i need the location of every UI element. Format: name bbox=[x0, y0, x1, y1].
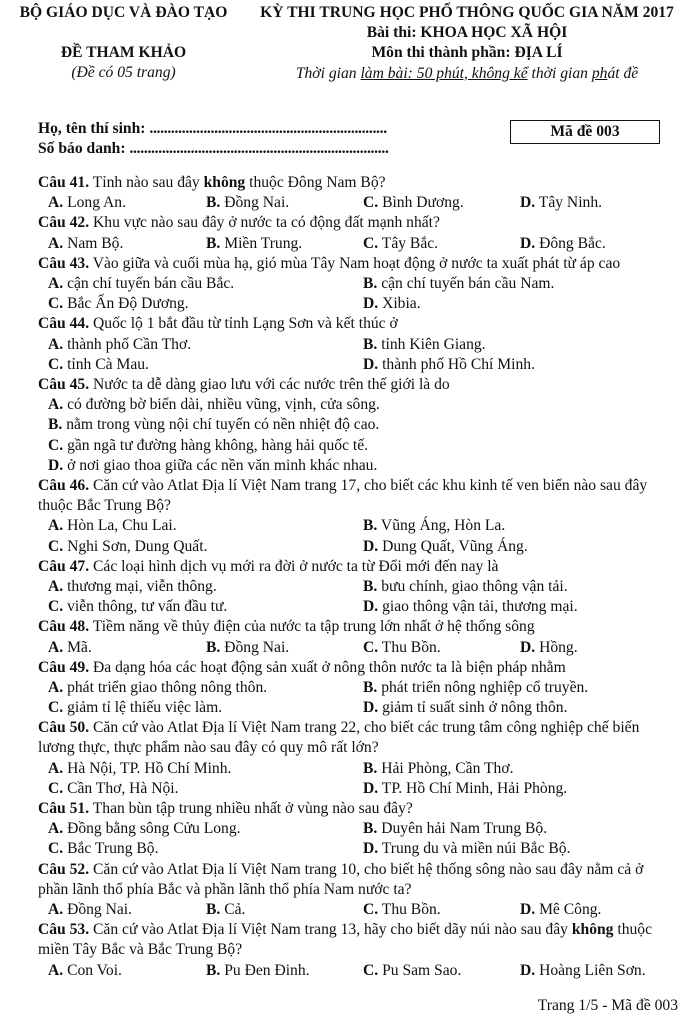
options-row bbox=[38, 779, 668, 799]
option-text: thương mại, viễn thông. bbox=[63, 577, 217, 595]
option-letter: C. bbox=[48, 355, 64, 373]
option-text: Con Voi. bbox=[63, 961, 122, 979]
option-letter: D. bbox=[520, 901, 536, 919]
answer-option bbox=[48, 274, 234, 294]
option-text: Mã. bbox=[63, 638, 92, 656]
option-text: nằm trong vùng nội chí tuyến có nền nhiệt độ cao. bbox=[62, 416, 380, 434]
option-text: Bình Dương. bbox=[378, 194, 464, 212]
question-text: Vào giữa và cuối mùa hạ, gió mùa Tây Nam hoạt động ở nước ta xuất phát từ áp cao bbox=[89, 254, 621, 272]
question-list bbox=[38, 173, 668, 981]
option-text: Nam Bộ. bbox=[63, 234, 124, 252]
options-row bbox=[38, 234, 668, 254]
options-row bbox=[38, 638, 668, 658]
question-stem bbox=[38, 173, 668, 193]
question-number: Câu 49. bbox=[38, 658, 90, 676]
option-letter: A. bbox=[48, 234, 64, 252]
question-number: Câu 52. bbox=[38, 860, 90, 878]
option-letter: D. bbox=[363, 598, 379, 616]
option-letter: C. bbox=[48, 537, 64, 555]
question-item bbox=[38, 860, 668, 921]
option-letter: A. bbox=[48, 194, 64, 212]
question-item bbox=[38, 173, 668, 213]
answer-option bbox=[363, 638, 441, 658]
option-text: Bắc Trung Bộ. bbox=[63, 840, 159, 858]
question-text: Căn cứ vào Atlat Địa lí Việt Nam trang 10, cho biết hệ thống sông nào sau đây nằm cả ở phần lãnh thổ phía Bắc và phần lãnh thổ phía Nam nước ta? bbox=[38, 860, 644, 898]
option-text: gần ngã tư đường hàng không, hàng hải quốc tế. bbox=[63, 436, 369, 454]
option-letter: B. bbox=[363, 577, 378, 595]
options-column bbox=[38, 395, 668, 476]
option-letter: D. bbox=[48, 456, 64, 474]
answer-option bbox=[363, 597, 578, 617]
answer-option bbox=[48, 577, 217, 597]
answer-option bbox=[48, 900, 132, 920]
option-letter: A. bbox=[48, 961, 64, 979]
answer-option bbox=[206, 961, 310, 981]
option-text: Trung du và miền núi Bắc Bộ. bbox=[378, 840, 571, 858]
option-text: cận chí tuyến bán cầu Bắc. bbox=[63, 274, 235, 292]
answer-option bbox=[48, 779, 179, 799]
question-text: thuộc Đông Nam Bộ? bbox=[245, 174, 386, 191]
answer-option bbox=[520, 193, 602, 213]
question-number: Câu 51. bbox=[38, 800, 90, 818]
answer-option bbox=[206, 193, 289, 213]
options-row bbox=[38, 193, 668, 213]
option-text: ở nơi giao thoa giữa các nền văn minh khác nhau. bbox=[63, 456, 378, 474]
answer-option bbox=[520, 900, 601, 920]
option-letter: C. bbox=[363, 194, 379, 212]
answer-option bbox=[363, 335, 486, 355]
question-stem bbox=[38, 658, 668, 678]
candidate-id-line bbox=[38, 139, 389, 159]
question-item bbox=[38, 557, 668, 618]
question-item bbox=[38, 658, 668, 719]
answer-option bbox=[363, 961, 461, 981]
answer-option bbox=[363, 193, 464, 213]
option-text: Đồng Nai. bbox=[220, 194, 290, 212]
option-letter: A. bbox=[48, 638, 64, 656]
option-letter: D. bbox=[520, 638, 536, 656]
answer-option bbox=[48, 436, 668, 456]
options-row bbox=[38, 335, 668, 355]
answer-option bbox=[48, 234, 123, 254]
candidate-info bbox=[38, 119, 389, 159]
question-stem bbox=[38, 617, 668, 637]
answer-option bbox=[363, 294, 421, 314]
option-letter: B. bbox=[363, 517, 378, 535]
exam-title: KỲ THI TRUNG HỌC PHỔ THÔNG QUỐC GIA NĂM 2017 bbox=[260, 4, 674, 21]
answer-option bbox=[48, 294, 189, 314]
question-number: Câu 45. bbox=[38, 375, 90, 393]
option-letter: D. bbox=[363, 355, 379, 373]
question-text: Đa dạng hóa các hoạt động sản xuất ở nông thôn nước ta là biện pháp nhằm bbox=[89, 658, 566, 676]
option-text: Hoàng Liên Sơn. bbox=[535, 961, 646, 979]
option-letter: C. bbox=[48, 598, 64, 616]
answer-option bbox=[48, 516, 177, 536]
option-text: giao thông vận tải, thương mại. bbox=[378, 598, 578, 616]
answer-option bbox=[48, 456, 668, 476]
answer-option bbox=[48, 819, 241, 839]
page-footer: Trang 1/5 - Mã đề 003 bbox=[537, 997, 678, 1014]
exam-kind: ĐỀ THAM KHẢO bbox=[60, 44, 187, 62]
pages-note: (Đề có 05 trang) bbox=[71, 64, 176, 82]
option-letter: B. bbox=[363, 759, 378, 777]
question-number: Câu 42. bbox=[38, 214, 90, 232]
question-item bbox=[38, 799, 668, 860]
answer-option bbox=[48, 335, 191, 355]
candidate-id-field: ........................................................................ bbox=[129, 140, 389, 157]
answer-option bbox=[363, 234, 438, 254]
question-text: Nước ta dễ dàng giao lưu với các nước trên thế giới là do bbox=[89, 375, 450, 393]
options-row bbox=[38, 961, 668, 981]
candidate-name-label: Họ, tên thí sinh: bbox=[38, 120, 150, 137]
option-text: Mê Công. bbox=[535, 901, 602, 919]
option-text: giảm tỉ lệ thiếu việc làm. bbox=[63, 699, 223, 717]
candidate-name-field: .................................................................. bbox=[149, 120, 387, 137]
option-text: Miền Trung. bbox=[220, 234, 303, 252]
answer-option bbox=[363, 759, 513, 779]
option-letter: A. bbox=[48, 396, 64, 414]
options-row bbox=[38, 839, 668, 859]
option-text: Tây Bắc. bbox=[378, 234, 439, 252]
option-text: Vũng Áng, Hòn La. bbox=[377, 517, 506, 535]
question-number: Câu 50. bbox=[38, 719, 90, 737]
answer-option bbox=[48, 638, 92, 658]
question-item bbox=[38, 213, 668, 253]
ministry-name: BỘ GIÁO DỤC VÀ ĐÀO TẠO bbox=[19, 4, 228, 21]
option-text: bưu chính, giao thông vận tải. bbox=[377, 577, 568, 595]
answer-option bbox=[48, 597, 227, 617]
option-letter: A. bbox=[48, 901, 64, 919]
question-emphasis: không bbox=[203, 174, 246, 191]
answer-option bbox=[363, 355, 535, 375]
option-letter: D. bbox=[363, 840, 379, 858]
option-text: Hòn La, Chu Lai. bbox=[63, 517, 177, 535]
question-number: Câu 48. bbox=[38, 618, 90, 636]
answer-option bbox=[48, 415, 668, 435]
question-item bbox=[38, 718, 668, 799]
option-letter: C. bbox=[363, 901, 379, 919]
options-row bbox=[38, 759, 668, 779]
option-letter: C. bbox=[363, 638, 379, 656]
option-letter: C. bbox=[48, 295, 64, 313]
answer-option bbox=[206, 638, 289, 658]
option-text: Tây Ninh. bbox=[535, 194, 603, 212]
question-item bbox=[38, 314, 668, 375]
answer-option bbox=[363, 839, 571, 859]
option-letter: D. bbox=[520, 194, 536, 212]
answer-option bbox=[363, 819, 547, 839]
answer-option bbox=[48, 698, 222, 718]
option-letter: D. bbox=[520, 961, 536, 979]
option-letter: D. bbox=[363, 779, 379, 797]
component-line: Môn thi thành phần: ĐỊA LÍ bbox=[371, 44, 563, 62]
option-text: thành phố Hồ Chí Minh. bbox=[378, 355, 535, 373]
option-text: Xibia. bbox=[378, 295, 421, 313]
option-text: Hà Nội, TP. Hồ Chí Minh. bbox=[63, 759, 232, 777]
option-letter: C. bbox=[48, 699, 64, 717]
options-row bbox=[38, 900, 668, 920]
option-text: Thu Bồn. bbox=[378, 901, 441, 919]
option-letter: B. bbox=[363, 335, 378, 353]
option-letter: A. bbox=[48, 759, 64, 777]
option-letter: B. bbox=[363, 820, 378, 838]
answer-option bbox=[363, 537, 528, 557]
answer-option bbox=[363, 698, 567, 718]
options-row bbox=[38, 355, 668, 375]
option-letter: B. bbox=[206, 638, 221, 656]
option-letter: D. bbox=[363, 699, 379, 717]
option-letter: C. bbox=[48, 436, 64, 454]
question-text: thuộc miền Tây Bắc và Bắc Trung Bộ? bbox=[38, 921, 653, 959]
question-text: Tiềm năng về thủy điện của nước ta tập trung lớn nhất ở hệ thống sông bbox=[89, 618, 535, 636]
option-text: có đường bờ biển dài, nhiều vũng, vịnh, cửa sông. bbox=[63, 396, 380, 414]
answer-option bbox=[363, 516, 505, 536]
option-text: Cần Thơ, Hà Nội. bbox=[63, 779, 179, 797]
option-text: giảm tỉ suất sinh ở nông thôn. bbox=[378, 699, 568, 717]
answer-option bbox=[48, 355, 149, 375]
question-stem bbox=[38, 557, 668, 577]
option-text: Hải Phòng, Cần Thơ. bbox=[377, 759, 514, 777]
option-letter: C. bbox=[363, 234, 379, 252]
answer-option bbox=[363, 577, 568, 597]
option-letter: A. bbox=[48, 335, 64, 353]
option-text: Nghi Sơn, Dung Quất. bbox=[63, 537, 208, 555]
option-text: Đồng Nai. bbox=[63, 901, 133, 919]
option-text: Duyên hải Nam Trung Bộ. bbox=[377, 820, 548, 838]
header-right bbox=[244, 3, 690, 84]
question-text: Các loại hình dịch vụ mới ra đời ở nước ta từ Đổi mới đến nay là bbox=[89, 557, 499, 575]
candidate-id-label: Số báo danh: bbox=[38, 140, 130, 157]
option-text: Long An. bbox=[63, 194, 126, 212]
option-text: tỉnh Cà Mau. bbox=[63, 355, 149, 373]
question-text: Căn cứ vào Atlat Địa lí Việt Nam trang 13, hãy cho biết dãy núi nào sau đây bbox=[89, 921, 572, 939]
question-item bbox=[38, 254, 668, 315]
answer-option bbox=[363, 779, 567, 799]
option-letter: C. bbox=[363, 961, 379, 979]
answer-option bbox=[363, 900, 441, 920]
question-stem bbox=[38, 860, 668, 900]
question-stem bbox=[38, 213, 668, 233]
header-left bbox=[6, 3, 241, 84]
option-text: Đồng bằng sông Cửu Long. bbox=[63, 820, 241, 838]
answer-option bbox=[48, 193, 126, 213]
option-letter: A. bbox=[48, 678, 64, 696]
answer-option bbox=[520, 961, 646, 981]
option-letter: B. bbox=[206, 961, 221, 979]
question-item bbox=[38, 476, 668, 557]
option-letter: D. bbox=[520, 234, 536, 252]
answer-option bbox=[520, 234, 606, 254]
options-row bbox=[38, 597, 668, 617]
question-text: Căn cứ vào Atlat Địa lí Việt Nam trang 17, cho biết các khu kinh tế ven biển nào sau đây thuộc Bắc Trung Bộ? bbox=[38, 476, 648, 515]
question-stem bbox=[38, 254, 668, 274]
question-stem bbox=[38, 375, 668, 395]
option-text: Đồng Nai. bbox=[220, 638, 290, 656]
subject-line: Bài thi: KHOA HỌC XÃ HỘI bbox=[366, 24, 568, 42]
answer-option bbox=[363, 678, 588, 698]
question-text: Than bùn tập trung nhiều nhất ở vùng nào sau đây? bbox=[89, 800, 413, 818]
question-number: Câu 41. bbox=[38, 174, 90, 191]
option-text: Thu Bồn. bbox=[378, 638, 441, 656]
question-text: Tỉnh nào sau đây bbox=[89, 174, 204, 191]
answer-option bbox=[48, 839, 159, 859]
question-number: Câu 53. bbox=[38, 921, 90, 939]
question-stem bbox=[38, 314, 668, 334]
option-text: phát triển giao thông nông thôn. bbox=[63, 678, 268, 696]
option-letter: C. bbox=[48, 840, 64, 858]
options-row bbox=[38, 678, 668, 698]
question-stem bbox=[38, 476, 668, 516]
question-number: Câu 47. bbox=[38, 557, 90, 575]
option-letter: B. bbox=[206, 234, 221, 252]
option-letter: A. bbox=[48, 517, 64, 535]
question-stem bbox=[38, 920, 668, 960]
answer-option bbox=[206, 234, 302, 254]
exam-code-box: Mã đề 003 bbox=[510, 120, 660, 144]
option-letter: B. bbox=[206, 194, 221, 212]
question-number: Câu 44. bbox=[38, 315, 90, 333]
option-text: viễn thông, tư vấn đầu tư. bbox=[63, 598, 228, 616]
option-text: Pu Sam Sao. bbox=[378, 961, 462, 979]
question-text: Khu vực nào sau đây ở nước ta có động đất mạnh nhất? bbox=[89, 214, 440, 232]
option-text: Dung Quất, Vũng Áng. bbox=[378, 537, 528, 555]
option-text: phát triển nông nghiệp cổ truyền. bbox=[377, 678, 589, 696]
option-text: Hồng. bbox=[535, 638, 578, 656]
option-letter: D. bbox=[363, 295, 379, 313]
options-row bbox=[38, 294, 668, 314]
answer-option bbox=[48, 678, 267, 698]
candidate-name-line bbox=[38, 119, 389, 139]
options-row bbox=[38, 698, 668, 718]
option-text: Bắc Ấn Độ Dương. bbox=[63, 295, 189, 313]
question-number: Câu 43. bbox=[38, 254, 90, 272]
option-text: Cả. bbox=[220, 901, 246, 919]
option-letter: B. bbox=[363, 678, 378, 696]
options-row bbox=[38, 577, 668, 597]
option-letter: D. bbox=[363, 537, 379, 555]
option-text: TP. Hồ Chí Minh, Hải Phòng. bbox=[378, 779, 568, 797]
option-text: cận chí tuyến bán cầu Nam. bbox=[377, 274, 555, 292]
time-line: Thời gian làm bài: 50 phút, không kể thời gian phát đề bbox=[295, 64, 639, 82]
options-row bbox=[38, 516, 668, 536]
option-text: tỉnh Kiên Giang. bbox=[377, 335, 486, 353]
option-text: thành phố Cần Thơ. bbox=[63, 335, 192, 353]
option-letter: A. bbox=[48, 577, 64, 595]
question-item bbox=[38, 375, 668, 476]
answer-option bbox=[48, 759, 231, 779]
answer-option bbox=[520, 638, 578, 658]
question-text: Quốc lộ 1 bắt đầu từ tỉnh Lạng Sơn và kết thúc ở bbox=[89, 315, 398, 333]
question-stem bbox=[38, 799, 668, 819]
option-letter: A. bbox=[48, 274, 64, 292]
question-emphasis: không bbox=[571, 921, 614, 939]
answer-option bbox=[48, 537, 207, 557]
question-item bbox=[38, 617, 668, 657]
options-row bbox=[38, 537, 668, 557]
question-item bbox=[38, 920, 668, 981]
option-text: Đông Bắc. bbox=[535, 234, 606, 252]
options-row bbox=[38, 819, 668, 839]
question-stem bbox=[38, 718, 668, 758]
option-letter: A. bbox=[48, 820, 64, 838]
option-letter: B. bbox=[206, 901, 221, 919]
option-letter: B. bbox=[363, 274, 378, 292]
answer-option bbox=[206, 900, 245, 920]
answer-option bbox=[48, 395, 668, 415]
question-number: Câu 46. bbox=[38, 476, 90, 494]
option-text: Pu Đen Đinh. bbox=[220, 961, 310, 979]
answer-option bbox=[48, 961, 122, 981]
option-letter: C. bbox=[48, 779, 64, 797]
answer-option bbox=[363, 274, 554, 294]
question-text: Căn cứ vào Atlat Địa lí Việt Nam trang 22, cho biết các trung tâm công nghiệp chế biến lương thực, thực phẩm nào sau đây có quy mô rất lớn? bbox=[38, 719, 640, 757]
option-letter: B. bbox=[48, 416, 63, 434]
options-row bbox=[38, 274, 668, 294]
